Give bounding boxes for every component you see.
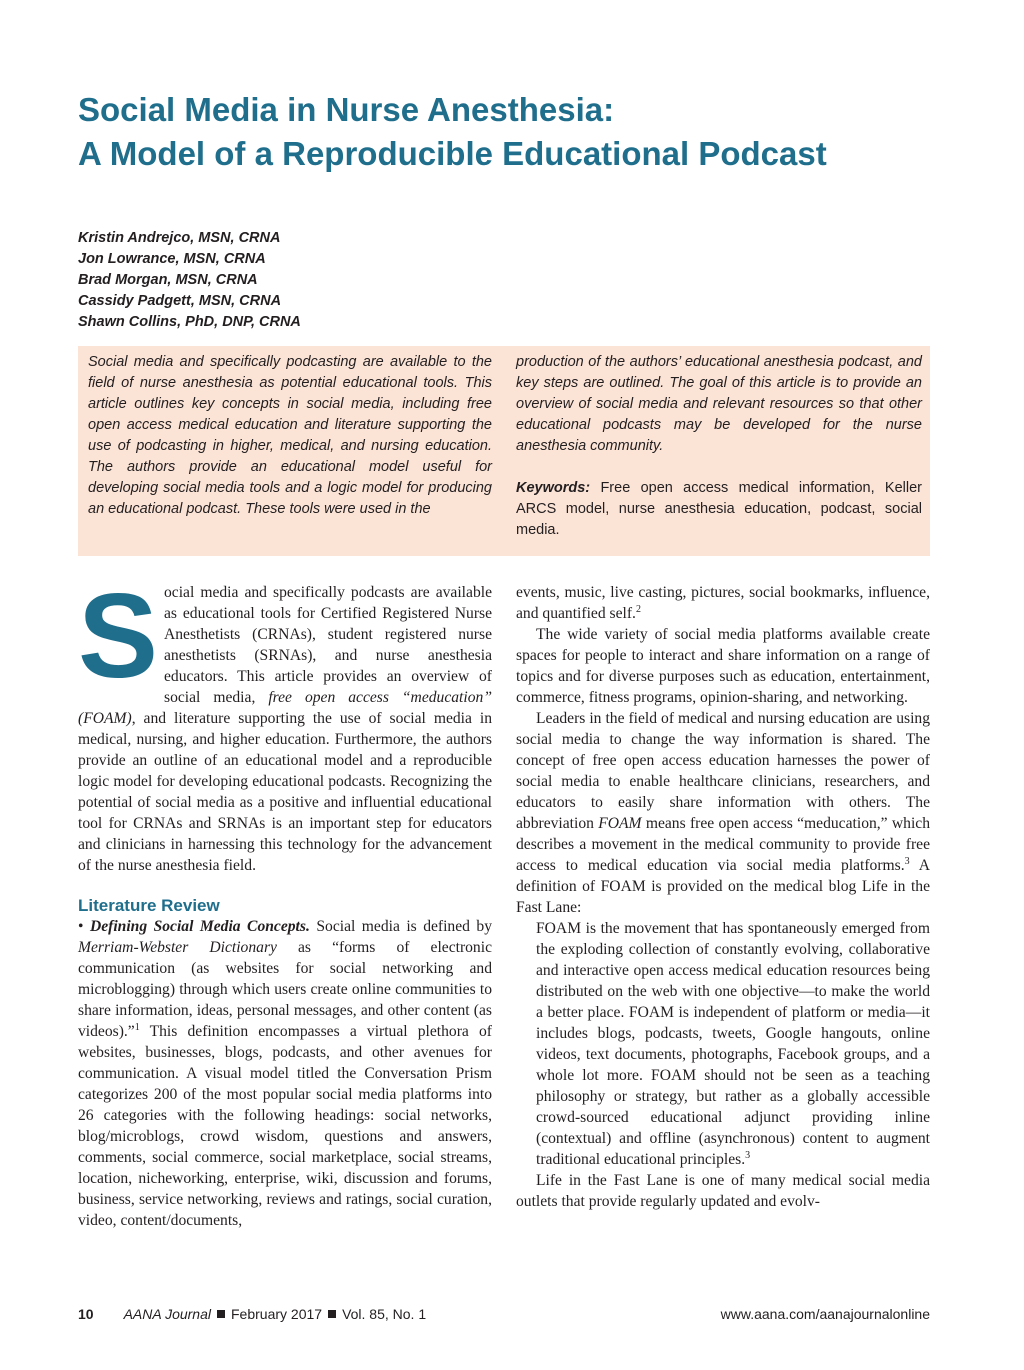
title-line-2: A Model of a Reproducible Educational Podcast — [78, 135, 827, 172]
section-heading-literature-review: Literature Review — [78, 896, 220, 915]
abstract-right-column — [516, 352, 922, 541]
paragraph-continuation — [516, 582, 930, 624]
journal-name: AANA Journal — [123, 1306, 211, 1322]
citation-1: 1 — [134, 1021, 140, 1033]
article-title — [78, 88, 978, 176]
citation-3: 3 — [904, 855, 910, 867]
body-right-column — [516, 582, 930, 1212]
author-name: Kristin Andrejco, MSN, CRNA — [78, 230, 281, 246]
square-separator-icon — [217, 1310, 225, 1318]
quote-text: FOAM is the movement that has spontaneously emerged from the exploding collection of constantly evolving, collaborative and interactive open access medical education resources being distributed on the web with one objective—to make the world a better place. FOAM is independent of platform or media—it includes blogs, podcasts, tweets, Google hangouts, online videos, text documents, photographs, Facebook groups, and a whole lot more. FOAM should not be seen as a teaching philosophy or strategy, but rather as a globally accessible crowd-sourced educational adjunct providing inline (contextual) and offline (asynchronous) content to augment traditional educational principles. — [536, 920, 930, 1168]
journal-url[interactable]: www.aana.com/aanajournalonline — [720, 1306, 930, 1322]
abstract-text-continued: production of the authors’ educational anesthesia podcast, and key steps are outlined. The goal of this article is to provide an overview of social media and relevant resources so that other educational podcasts may be developed for the nurse anesthesia community. — [516, 354, 922, 454]
author-name: Brad Morgan, MSN, CRNA — [78, 272, 258, 288]
bullet: • — [78, 918, 84, 935]
paragraph-foam — [516, 708, 930, 918]
keywords-text: Free open access medical information, Keller ARCS model, nurse anesthesia education, podcast, social media. — [516, 480, 922, 538]
citation-3-quote: 3 — [745, 1149, 751, 1161]
intro-text: ocial media and specifically podcasts are available as educational tools for Certified Registered Nurse Anesthetists (CRNAs), student registered nurse anesthetists (SRNAs), and nurse anesthesia educators. This article provides an overview of social media, — [164, 584, 492, 706]
paragraph-text: means free open access “meducation,” which describes a movement in the medical community to provide free access to medical education via social media platforms. — [516, 815, 930, 874]
body-left-column — [78, 569, 492, 1231]
author-name: Shawn Collins, PhD, DNP, CRNA — [78, 314, 301, 330]
abstract-text: Social media and specifically podcasting are available to the field of nurse anesthesia as potential educational tools. This article outlines key concepts in social media, including free open access medical education and literature supporting the use of podcasting in higher, medical, and nursing education. The authors provide an educational model useful for developing social media tools and a logic model for producing an educational podcast. These tools were used in the — [88, 354, 492, 517]
paragraph-life-fast-lane: Life in the Fast Lane is one of many medical social media outlets that provide regularly updated and evolv- — [516, 1172, 930, 1210]
square-separator-icon — [328, 1310, 336, 1318]
intro-paragraph — [78, 569, 492, 876]
paragraph-platforms: The wide variety of social media platforms available create spaces for people to interact and share information on a range of topics and for diverse purposes such as education, entertainment, commerce, fitness programs, opinion-sharing, and networking. — [516, 626, 930, 706]
dictionary-name: Merriam-Webster Dictionary — [78, 939, 277, 956]
footer-citation — [78, 1304, 426, 1324]
author-name: Jon Lowrance, MSN, CRNA — [78, 251, 266, 267]
definition-paragraph — [78, 916, 492, 1231]
paragraph-text: Leaders in the field of medical and nursing education are using social media to change the way information is shared. The concept of free open access education harnesses the power of social media to enable healthcare clinicians, researchers, and educators to easily share information with others. The abbreviation — [516, 710, 930, 832]
page-number: 10 — [78, 1306, 94, 1322]
keywords-label: Keywords: — [516, 480, 591, 496]
issue-date: February 2017 — [231, 1306, 323, 1322]
foam-abbreviation: FOAM — [598, 815, 642, 832]
author-name: Cassidy Padgett, MSN, CRNA — [78, 293, 282, 309]
keywords — [516, 478, 922, 541]
paragraph-text: events, music, live casting, pictures, social bookmarks, influence, and quantified self. — [516, 584, 930, 622]
subheading-defining-social-media: Defining Social Media Concepts. — [89, 918, 310, 935]
author-list — [78, 228, 578, 333]
intro-text-end: , and literature supporting the use of social media in medical, nursing, and higher education. Furthermore, the authors provide an outline of an educational model and a reproducible logic model for developing educational podcasts. Recognizing the potential of social media as a positive and influential educational tool for CRNAs and SRNAs is an important step for educators and clinicians in harnessing this technology for the advancement of the nurse anesthesia field. — [78, 710, 492, 874]
volume-issue: Vol. 85, No. 1 — [342, 1306, 427, 1322]
block-quote — [516, 918, 930, 1170]
definition-quote: as “forms of electronic communication (as websites for social networking and microblogging) through which users create online communities to share information, ideas, personal messages, and other content (as videos).” — [78, 939, 492, 1040]
definition-text-continued: This definition encompasses a virtual plethora of websites, businesses, blogs, podcasts, and other avenues for communication. A visual model titled the Conversation Prism categorizes 200 of the most popular social media platforms into 26 categories with the following headings: social networks, blog/microblogs, crowd wisdom, questions and answers, comments, social commerce, social marketplace, social streams, location, nicheworking, enterprise, wiki, discussion and forums, business, service networking, reviews and ratings, social curation, video, content/documents, — [78, 1023, 492, 1229]
abstract-left-column — [88, 352, 492, 520]
definition-text: Social media is defined by — [316, 918, 492, 935]
paragraph-text: A definition of FOAM is provided on the medical blog Life in the Fast Lane: — [516, 857, 930, 916]
drop-cap: S — [78, 569, 159, 703]
citation-2: 2 — [635, 603, 641, 615]
title-line-1: Social Media in Nurse Anesthesia: — [78, 91, 615, 128]
foam-term: free open access “meducation” (FOAM) — [78, 689, 492, 727]
abstract-box — [78, 346, 930, 556]
